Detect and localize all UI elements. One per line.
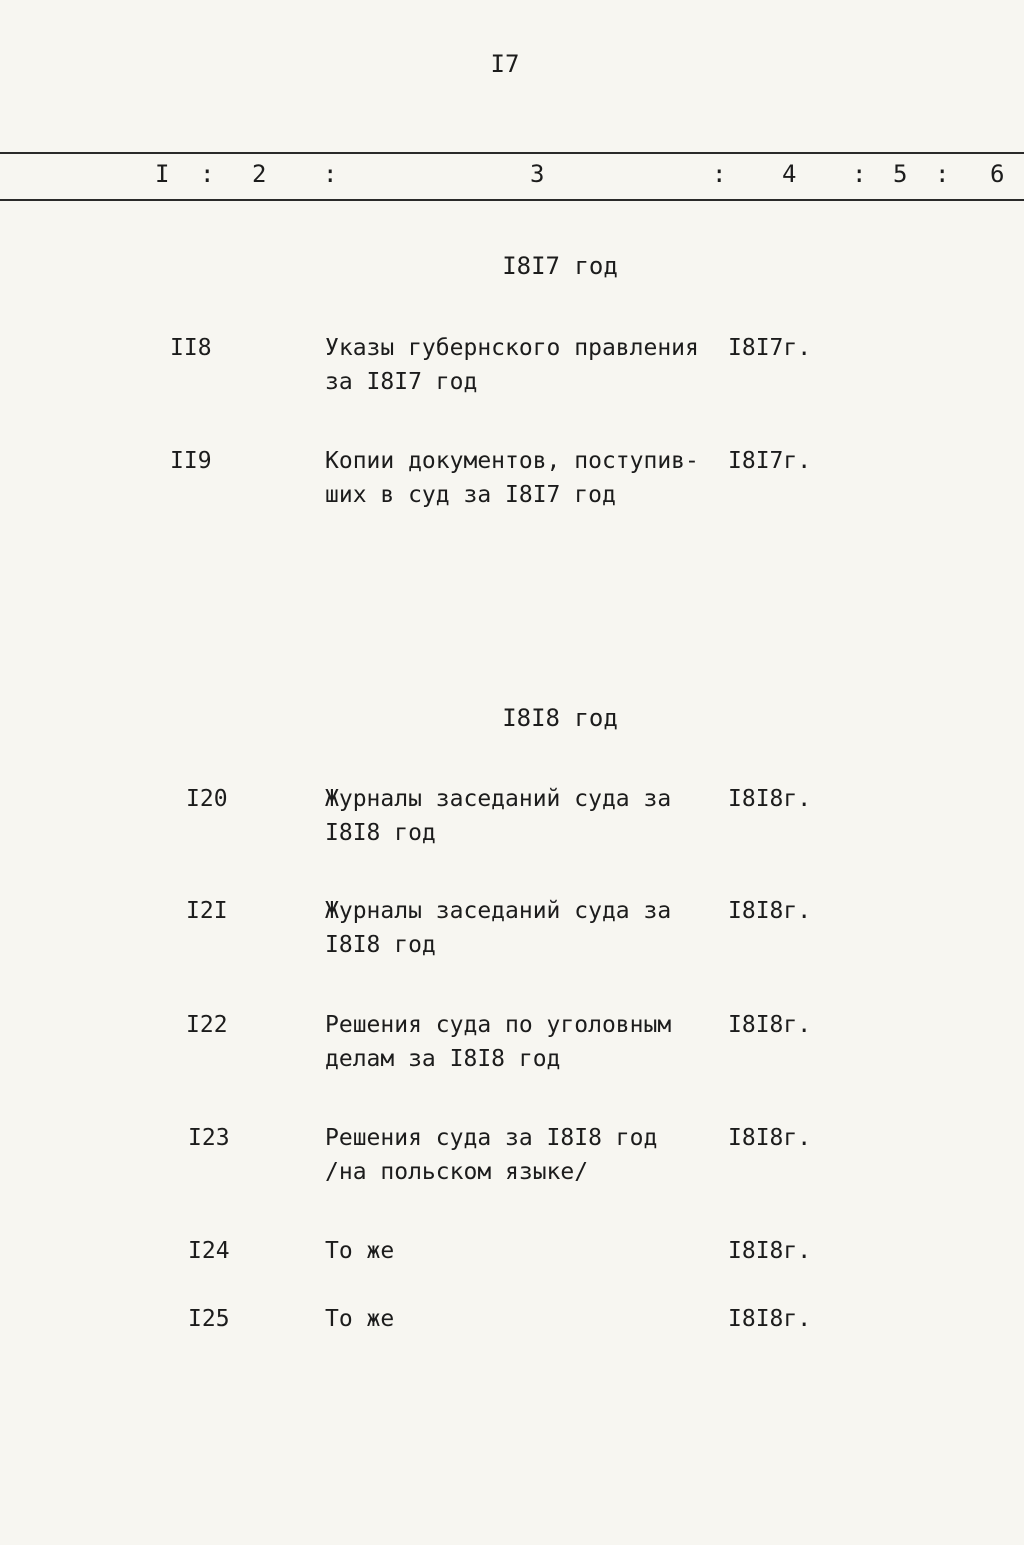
header-col-3: 3	[530, 160, 545, 188]
table-header-bottom-rule	[0, 199, 1024, 201]
entry-title: Журналы заседаний суда за I8I8 год	[325, 898, 672, 958]
table-header-top-rule	[0, 152, 1024, 154]
entry-title: То же	[325, 1306, 395, 1332]
header-separator: :	[200, 160, 215, 188]
entry-date: I8I8г.	[728, 1125, 812, 1151]
entry-date: I8I7г.	[728, 448, 812, 474]
year-heading-1817: I8I7 год	[502, 252, 618, 280]
entry-title: Указы губернского правления за I8I7 год	[325, 335, 699, 395]
year-heading-1818: I8I8 год	[502, 704, 618, 732]
entry-number: II9	[170, 448, 212, 474]
entry-date: I8I8г.	[728, 786, 812, 812]
entry-title: Решения суда по уголовным делам за I8I8 год	[325, 1012, 672, 1072]
entry-number: I20	[186, 786, 228, 812]
entry-number: I22	[186, 1012, 228, 1038]
entry-title: Журналы заседаний суда за I8I8 год	[325, 786, 672, 846]
entry-number: I23	[188, 1125, 230, 1151]
page-number: I7	[490, 50, 520, 78]
entry-date: I8I7г.	[728, 335, 812, 361]
header-separator: :	[935, 160, 950, 188]
header-col-2: 2	[252, 160, 267, 188]
header-col-4: 4	[782, 160, 797, 188]
entry-title: То же	[325, 1238, 395, 1264]
header-col-1: I	[155, 160, 170, 188]
entry-date: I8I8г.	[728, 1306, 812, 1332]
entry-number: I25	[188, 1306, 230, 1332]
table-header	[0, 160, 1024, 196]
header-col-5: 5	[893, 160, 908, 188]
entry-number: I2I	[186, 898, 228, 924]
header-separator: :	[852, 160, 867, 188]
entry-date: I8I8г.	[728, 1012, 812, 1038]
entry-date: I8I8г.	[728, 1238, 812, 1264]
entry-title: Копии документов, поступив- ших в суд за I8I7 год	[325, 448, 699, 508]
entry-date: I8I8г.	[728, 898, 812, 924]
entry-number: I24	[188, 1238, 230, 1264]
entry-number: II8	[170, 335, 212, 361]
header-separator: :	[712, 160, 727, 188]
header-separator: :	[323, 160, 338, 188]
header-col-6: 6	[990, 160, 1005, 188]
entry-title: Решения суда за I8I8 год /на польском языке/	[325, 1125, 658, 1185]
